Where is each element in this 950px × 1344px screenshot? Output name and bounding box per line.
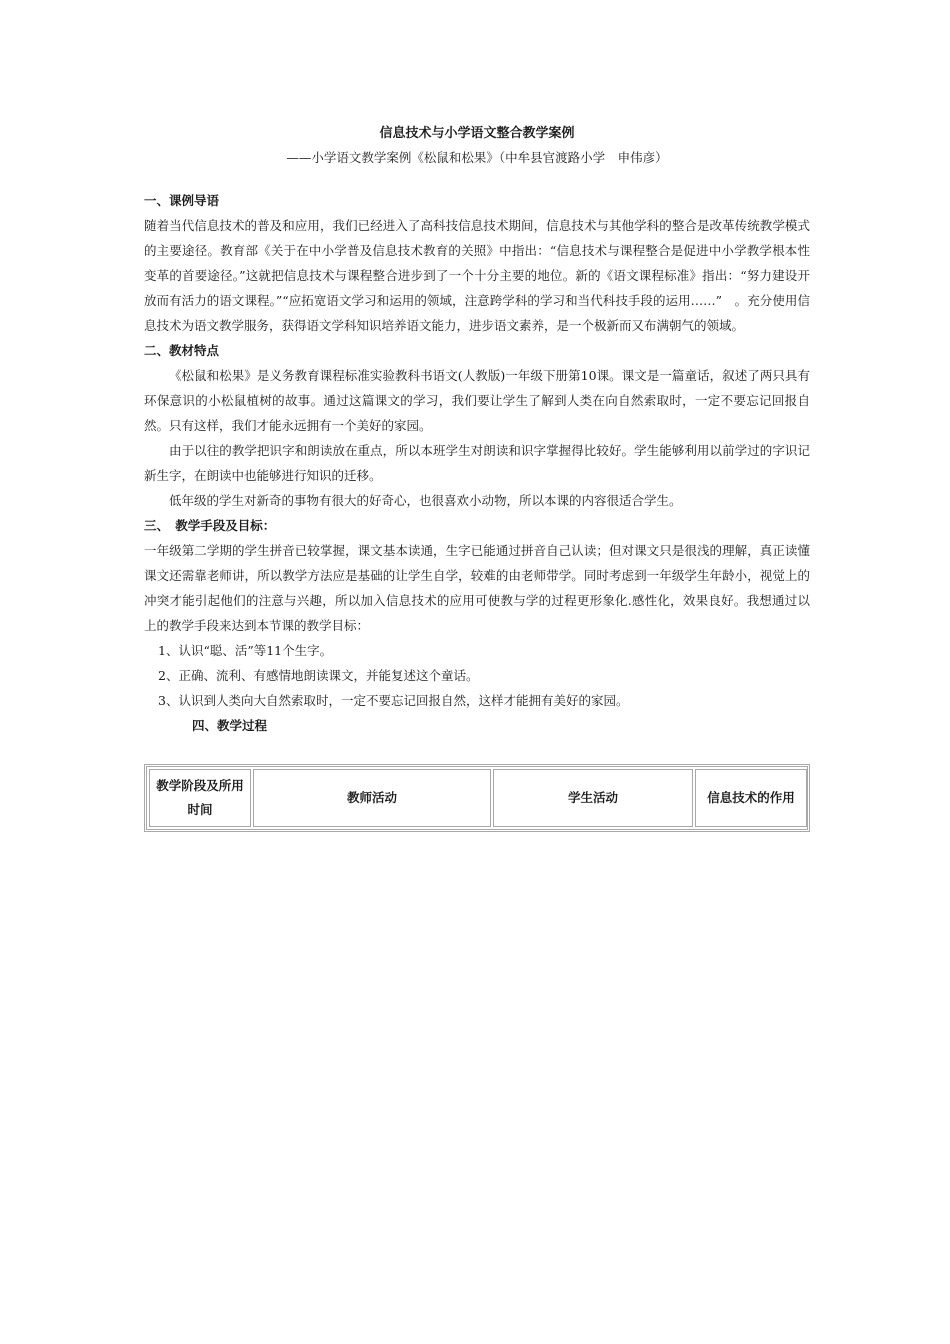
section-heading-materials: 二、教材特点 (144, 343, 220, 358)
goal-item-1: 1、认识“聪、活”等11个生字。 (158, 643, 333, 658)
goal-item-3: 3、认识到人类向大自然索取时，一定不要忘记回报自然，这样才能拥有美好的家园。 (158, 693, 629, 708)
process-table (144, 764, 810, 832)
header-cell-student-activity: 学生活动 (493, 769, 693, 827)
section-heading-process: 四、教学过程 (192, 718, 268, 733)
header-cell-it-role: 信息技术的作用 (695, 769, 807, 827)
section-heading-intro: 一、课例导语 (144, 193, 220, 208)
section-heading-methods: 三、 教学手段及目标： (144, 518, 276, 533)
paragraph-methods: 一年级第二学期的学生拼音已较掌握，课文基本读通，生字已能通过拼音自己认读；但对课文只是很浅的理解，真正读懂课文还需靠老师讲，所以教学方法应是基础的让学生自学，较难的由老师带学。同时考虑到一年级学生年龄小，视觉上的冲突才能引起他们的注意与兴趣，所以加入信息技术的应用可使教与学的过程更形象化.感性化，效果良好。我想通过以上的教学手段来达到本节课的教学目标： (144, 543, 810, 633)
document-subtitle: ——小学语文教学案例《松鼠和松果》（中牟县官渡路小学 申伟彦） (286, 150, 668, 165)
paragraph-materials-1: 《松鼠和松果》是义务教育课程标准实验教科书语文(人教版)一年级下册第10课。课文是一篇童话，叙述了两只具有环保意识的小松鼠植树的故事。通过这篇课文的学习，我们要让学生了解到人类在向自然索取时，一定不要忘记回报自然。只有这样，我们才能永远拥有一个美好的家园。 (144, 368, 810, 433)
paragraph-intro: 随着当代信息技术的普及和应用，我们已经进入了高科技信息技术期间，信息技术与其他学科的整合是改革传统教学模式的主要途径。教育部《关于在中小学普及信息技术教育的关照》中指出：“信息技术与课程整合是促进中小学教学根本性变革的首要途径。”这就把信息技术与课程整合进步到了一个十分主要的地位。新的《语文课程标准》指出：“努力建设开放而有活力的语文课程。”“应拓宽语文学习和运用的领域，注意跨学科的学习和当代科技手段的运用……” 。充分使用信息技术为语文教学服务，获得语文学科知识培养语文能力，进步语文素养，是一个极新而又布满朝气的领域。 (144, 218, 810, 333)
header-cell-stage-time: 教学阶段及所用时间 (149, 769, 251, 827)
header-cell-teacher-activity: 教师活动 (253, 769, 491, 827)
paragraph-materials-2: 由于以往的教学把识字和朗读放在重点，所以本班学生对朗读和识字掌握得比较好。学生能够利用以前学过的字识记新生字，在朗读中也能够进行知识的迁移。 (144, 443, 810, 483)
paragraph-materials-3: 低年级的学生对新奇的事物有很大的好奇心，也很喜欢小动物，所以本课的内容很适合学生。 (169, 493, 682, 508)
document-page (144, 122, 810, 832)
goal-item-2: 2、正确、流利、有感情地朗读课文，并能复述这个童话。 (158, 668, 479, 683)
table-header-row (149, 769, 807, 827)
document-title: 信息技术与小学语文整合教学案例 (379, 126, 575, 141)
